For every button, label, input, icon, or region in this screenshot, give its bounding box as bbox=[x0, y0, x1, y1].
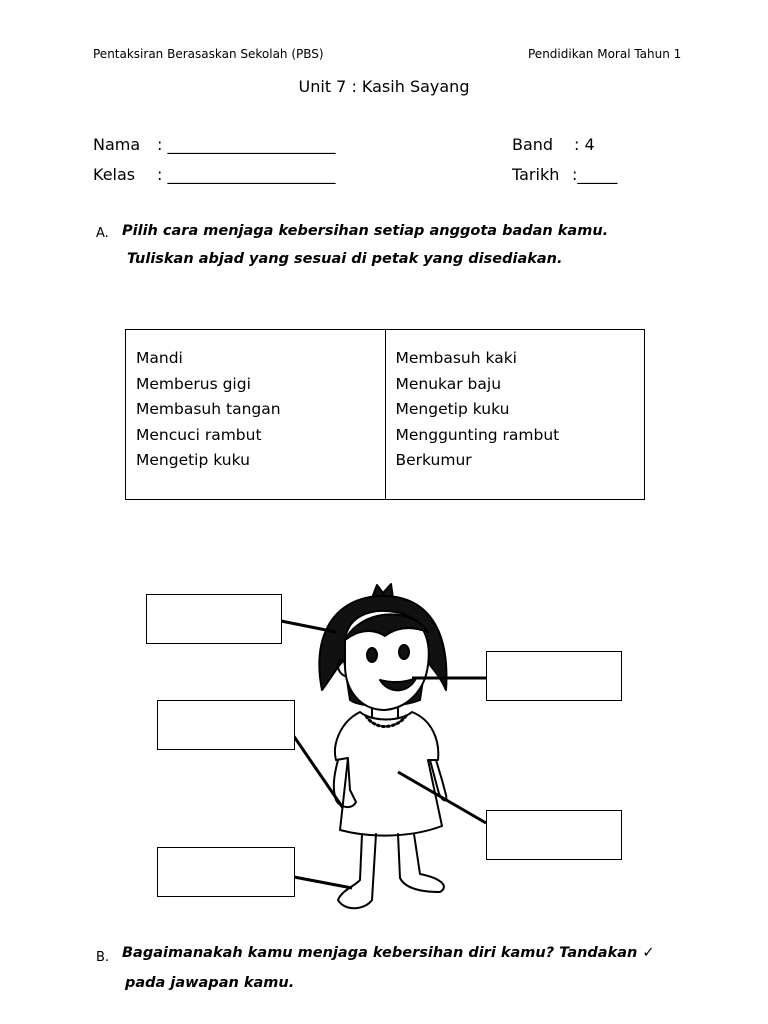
section-a-instruction-2: Tuliskan abjad yang sesuai di petak yang disediakan. bbox=[127, 251, 563, 267]
options-right-column bbox=[385, 330, 645, 500]
nama-label: Nama bbox=[93, 135, 141, 154]
header-left: Pentaksiran Berasaskan Sekolah (PBS) bbox=[93, 47, 324, 61]
option-item: Mencuci rambut bbox=[136, 425, 262, 444]
section-b-instruction-1: Bagaimanakah kamu menjaga kebersihan diri kamu? Tandakan ✓ bbox=[122, 945, 655, 961]
tarikh-field[interactable]: :_____ bbox=[572, 165, 618, 184]
section-b-letter: B. bbox=[96, 950, 110, 965]
option-item: Membasuh tangan bbox=[136, 400, 281, 418]
answer-box-mouth[interactable] bbox=[486, 651, 622, 701]
kelas-field[interactable]: : _____________________ bbox=[157, 165, 336, 184]
option-item: Membasuh kaki bbox=[395, 349, 517, 367]
section-a-instruction-1: Pilih cara menjaga kebersihan setiap anggota badan kamu. bbox=[122, 223, 609, 239]
options-left-column bbox=[126, 330, 386, 500]
band-value: : 4 bbox=[574, 135, 595, 154]
answer-box-hair[interactable] bbox=[146, 594, 282, 644]
option-item: Mengetip kuku bbox=[136, 451, 250, 469]
option-item: Menukar baju bbox=[395, 374, 502, 393]
option-item: Memberus gigi bbox=[136, 374, 251, 393]
answer-box-feet[interactable] bbox=[157, 847, 295, 897]
girl-illustration bbox=[0, 560, 768, 930]
tarikh-label: Tarikh bbox=[512, 165, 560, 184]
answer-box-body[interactable] bbox=[486, 810, 622, 860]
header-right: Pendidikan Moral Tahun 1 bbox=[528, 47, 682, 61]
section-a-letter: A. bbox=[96, 226, 109, 241]
nama-field[interactable]: : _____________________ bbox=[157, 135, 336, 154]
band-label: Band bbox=[512, 135, 554, 154]
option-item: Mandi bbox=[136, 349, 183, 367]
page-title: Unit 7 : Kasih Sayang bbox=[298, 77, 470, 96]
section-b-instruction-2: pada jawapan kamu. bbox=[125, 975, 295, 991]
option-item: Berkumur bbox=[395, 451, 472, 469]
option-item: Menggunting rambut bbox=[395, 425, 560, 444]
answer-box-hands[interactable] bbox=[157, 700, 295, 750]
option-item: Mengetip kuku bbox=[395, 400, 510, 418]
kelas-label: Kelas bbox=[93, 165, 136, 184]
options-table bbox=[125, 329, 645, 500]
